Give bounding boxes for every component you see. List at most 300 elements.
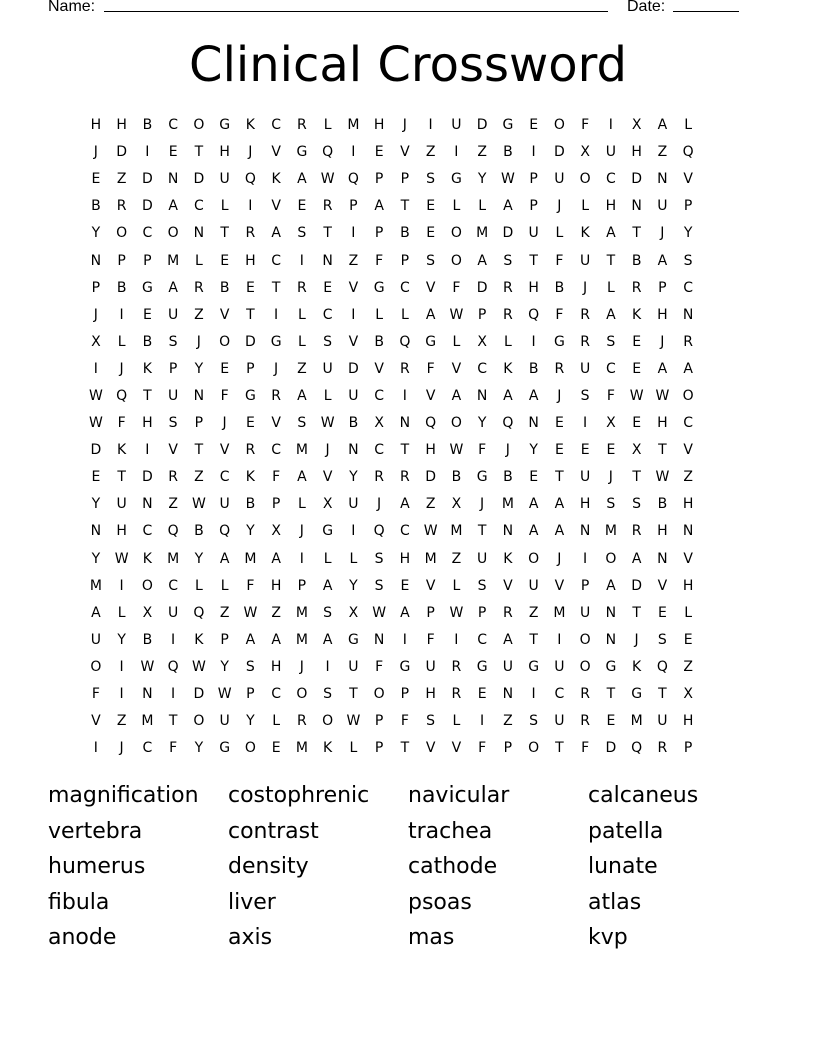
grid-letter: Y (477, 415, 487, 432)
grid-letter: E (632, 415, 642, 432)
grid-letter: P (580, 577, 590, 594)
grid-letter: T (658, 442, 667, 459)
grid-letter: H (425, 686, 436, 703)
grid-letter: C (374, 442, 385, 459)
grid-letter: Q (399, 333, 411, 350)
grid-letter: N (193, 225, 205, 242)
grid-letter: V (425, 577, 436, 594)
grid-letter: Q (219, 523, 231, 540)
grid-letter: I (480, 713, 485, 730)
word-bank-item: calcaneus (588, 783, 699, 808)
word-bank-item: liver (228, 889, 276, 915)
grid-letter: K (271, 171, 281, 188)
grid-letter: L (194, 252, 203, 269)
grid-letter: V (322, 469, 333, 486)
grid-letter: Y (91, 225, 101, 242)
grid-row (83, 681, 701, 708)
grid-letter: A (503, 631, 513, 648)
grid-letter: K (503, 550, 513, 567)
grid-letter: Q (502, 415, 514, 432)
grid-letter: P (477, 604, 487, 621)
grid-letter: L (323, 550, 332, 567)
grid-letter: L (452, 577, 461, 594)
grid-letter: T (632, 604, 641, 621)
grid-letter: B (142, 117, 153, 134)
grid-letter: F (581, 740, 590, 757)
grid-letter: P (117, 252, 126, 269)
grid-letter: X (606, 415, 616, 432)
grid-letter: B (91, 198, 101, 215)
grid-letter: N (90, 252, 102, 269)
grid-letter: A (297, 387, 307, 404)
grid-letter: A (477, 252, 487, 269)
grid-letter: E (142, 306, 152, 323)
grid-letter: S (426, 713, 436, 730)
grid-letter: A (683, 360, 693, 377)
grid-letter: W (320, 415, 335, 432)
grid-letter: N (90, 523, 102, 540)
grid-letter: X (631, 442, 642, 459)
grid-letter: C (193, 198, 204, 215)
grid-letter: I (119, 577, 124, 594)
grid-letter: U (219, 171, 230, 188)
grid-letter: U (322, 360, 333, 377)
grid-letter: E (554, 442, 564, 459)
name-label: Name: (48, 0, 96, 15)
grid-row (83, 464, 701, 491)
grid-letter: H (579, 496, 591, 513)
grid-letter: E (683, 631, 693, 648)
grid-letter: V (271, 144, 281, 161)
grid-letter: R (631, 279, 642, 296)
grid-letter: Y (194, 360, 204, 377)
word-bank-item: psoas (408, 889, 472, 915)
grid-letter: D (476, 279, 488, 296)
grid-letter: B (400, 225, 410, 242)
grid-letter: Z (451, 550, 462, 567)
grid-letter: N (502, 686, 514, 703)
grid-letter: J (660, 225, 665, 242)
grid-letter: U (348, 387, 359, 404)
grid-letter: V (657, 577, 668, 594)
grid-letter: Y (91, 550, 101, 567)
grid-letter: R (374, 469, 384, 486)
grid-letter: R (322, 198, 333, 215)
grid-letter: T (220, 225, 229, 242)
grid-letter: B (451, 469, 462, 486)
grid-letter: E (606, 442, 616, 459)
grid-letter: O (579, 658, 591, 675)
grid-letter: P (168, 360, 178, 377)
grid-letter: A (554, 523, 565, 540)
grid-letter: U (580, 469, 591, 486)
grid-letter: T (400, 740, 410, 757)
grid-letter: J (119, 740, 124, 757)
grid-letter: M (167, 252, 180, 269)
grid-letter: B (245, 496, 256, 513)
grid-letter: T (400, 198, 410, 215)
grid-letter: U (528, 577, 539, 594)
grid-letter: R (400, 469, 410, 486)
grid-letter: Q (631, 740, 643, 757)
grid-letter: Z (219, 604, 230, 621)
grid-letter: S (606, 333, 616, 350)
grid-letter: W (88, 387, 103, 404)
grid-letter: V (425, 740, 436, 757)
grid-letter: W (655, 387, 670, 404)
grid-letter: G (141, 279, 153, 296)
word-bank-item: cathode (408, 854, 498, 879)
grid-row (83, 247, 701, 274)
grid-letter: U (502, 658, 513, 675)
grid-letter: S (426, 171, 436, 188)
grid-letter: L (220, 198, 229, 215)
grid-letter: U (554, 171, 565, 188)
grid-row (83, 627, 701, 654)
grid-letter: M (295, 442, 308, 459)
grid-letter: S (323, 333, 333, 350)
grid-letter: X (477, 333, 487, 350)
grid-letter: B (374, 333, 384, 350)
grid-letter: G (399, 658, 411, 675)
grid-letter: Z (657, 144, 668, 161)
grid-letter: H (605, 198, 617, 215)
grid-letter: N (322, 252, 333, 269)
grid-letter: Y (91, 496, 101, 513)
grid-letter: S (632, 496, 642, 513)
grid-letter: D (116, 144, 128, 161)
grid-letter: U (219, 713, 230, 730)
grid-letter: E (400, 577, 410, 594)
grid-letter: R (580, 333, 590, 350)
grid-letter: S (529, 713, 539, 730)
grid-letter: R (657, 740, 668, 757)
grid-letter: G (270, 333, 282, 350)
grid-letter: C (271, 686, 282, 703)
grid-letter: L (220, 577, 229, 594)
grid-letter: V (683, 550, 693, 567)
grid-letter: I (351, 523, 356, 540)
grid-letter: O (193, 117, 205, 134)
word-bank-item: atlas (588, 889, 642, 915)
header (0, 0, 816, 18)
grid-letter: W (346, 713, 361, 730)
grid-letter: E (220, 360, 230, 377)
grid-letter: O (167, 225, 179, 242)
grid-letter: C (219, 469, 230, 486)
grid-letter: I (119, 686, 124, 703)
word-bank-item: lunate (588, 854, 658, 879)
grid-letter: O (450, 415, 462, 432)
grid-letter: I (325, 658, 330, 675)
grid-letter: Y (529, 442, 538, 459)
grid-letter: A (219, 550, 230, 567)
grid-letter: J (196, 333, 201, 350)
grid-letter: I (557, 631, 562, 648)
grid-letter: G (502, 117, 514, 134)
grid-letter: I (583, 415, 588, 432)
grid-row (83, 193, 701, 220)
grid-letter: T (606, 252, 616, 269)
grid-letter: C (271, 117, 282, 134)
grid-letter: V (374, 360, 384, 377)
grid-letter: V (348, 333, 359, 350)
grid-letter: C (399, 523, 410, 540)
grid-letter: V (219, 442, 230, 459)
grid-letter: M (167, 550, 180, 567)
grid-letter: E (168, 144, 178, 161)
grid-letter: P (271, 496, 281, 513)
name-blank[interactable] (104, 11, 608, 12)
grid-letter: I (93, 360, 98, 377)
grid-letter: D (347, 360, 359, 377)
grid-letter: E (426, 225, 436, 242)
grid-letter: T (555, 740, 564, 757)
grid-letter: L (117, 604, 126, 621)
grid-letter: I (171, 686, 176, 703)
grid-letter: I (248, 198, 253, 215)
grid-letter: A (322, 577, 333, 594)
grid-letter: F (555, 306, 564, 323)
word-bank-item: vertebra (48, 818, 143, 844)
grid-row (83, 139, 701, 166)
grid-letter: T (194, 144, 204, 161)
grid-letter: G (605, 658, 617, 675)
grid-letter: F (91, 686, 100, 703)
grid-letter: X (580, 144, 590, 161)
grid-letter: F (400, 713, 409, 730)
grid-letter: A (657, 252, 668, 269)
grid-letter: J (299, 523, 304, 540)
grid-letter: J (557, 198, 562, 215)
grid-letter: L (272, 713, 281, 730)
grid-letter: A (631, 550, 642, 567)
grid-letter: I (299, 252, 304, 269)
grid-letter: X (91, 333, 101, 350)
grid-letter: H (657, 306, 668, 323)
grid-letter: O (116, 225, 128, 242)
grid-letter: J (222, 415, 227, 432)
word-bank-item: mas (408, 925, 455, 950)
grid-letter: L (297, 306, 306, 323)
grid-letter: V (554, 577, 565, 594)
grid-letter: A (503, 198, 513, 215)
grid-letter: Y (194, 550, 204, 567)
grid-letter: I (454, 631, 459, 648)
grid-letter: Q (116, 387, 128, 404)
grid-letter: P (477, 306, 487, 323)
grid-letter: M (553, 604, 566, 621)
grid-letter: D (502, 225, 514, 242)
grid-letter: L (297, 333, 306, 350)
grid-letter: I (145, 442, 150, 459)
grid-letter: I (531, 333, 536, 350)
grid-letter: D (193, 171, 205, 188)
grid-letter: J (583, 279, 588, 296)
grid-letter: X (348, 604, 359, 621)
grid-letter: L (117, 333, 126, 350)
grid-letter: P (374, 713, 384, 730)
grid-letter: Z (503, 713, 513, 730)
grid-letter: W (655, 469, 670, 486)
grid-letter: V (219, 306, 230, 323)
grid-letter: V (400, 144, 410, 161)
grid-letter: F (272, 469, 281, 486)
grid-letter: J (248, 144, 253, 161)
grid-letter: E (91, 171, 101, 188)
grid-letter: K (632, 306, 642, 323)
grid-letter: W (140, 658, 155, 675)
grid-letter: R (297, 279, 307, 296)
grid-letter: I (351, 306, 356, 323)
grid-letter: B (528, 360, 539, 377)
grid-letter: J (377, 496, 382, 513)
grid-letter: J (93, 306, 98, 323)
grid-letter: U (605, 144, 616, 161)
grid-letter: R (503, 604, 513, 621)
grid-letter: V (683, 442, 693, 459)
grid-row (83, 383, 701, 410)
grid-letter: T (529, 631, 538, 648)
grid-letter: D (244, 333, 256, 350)
word-bank-item: axis (228, 925, 273, 950)
grid-letter: K (580, 225, 590, 242)
grid-letter: R (631, 523, 642, 540)
grid-letter: C (374, 387, 385, 404)
grid-letter: W (449, 306, 464, 323)
grid-letter: I (274, 306, 279, 323)
grid-letter: S (580, 387, 590, 404)
grid-letter: A (374, 198, 384, 215)
grid-letter: P (529, 171, 538, 188)
grid-letter: S (297, 225, 307, 242)
grid-letter: S (503, 252, 513, 269)
grid-letter: R (503, 306, 513, 323)
grid-letter: O (193, 713, 205, 730)
grid-row (83, 708, 701, 735)
grid-letter: T (194, 442, 204, 459)
grid-letter: L (581, 198, 590, 215)
grid-letter: E (632, 360, 642, 377)
grid-letter: H (270, 658, 282, 675)
grid-letter: U (580, 360, 591, 377)
grid-letter: Q (425, 415, 437, 432)
grid-letter: I (531, 686, 536, 703)
grid-letter: Z (168, 496, 178, 513)
grid-letter: R (451, 686, 462, 703)
word-bank-item: anode (48, 925, 117, 950)
grid-letter: F (375, 252, 384, 269)
grid-letter: T (555, 469, 564, 486)
grid-row (83, 410, 701, 437)
grid-letter: P (374, 171, 384, 188)
grid-letter: Y (246, 523, 255, 540)
grid-letter: T (606, 686, 616, 703)
grid-letter: P (374, 225, 384, 242)
grid-letter: R (297, 117, 307, 134)
grid-letter: R (683, 333, 693, 350)
grid-letter: A (400, 604, 410, 621)
grid-letter: U (219, 496, 230, 513)
grid-letter: F (375, 658, 384, 675)
grid-letter: U (425, 658, 436, 675)
grid-letter: U (580, 252, 591, 269)
grid-letter: T (658, 686, 667, 703)
grid-letter: Z (425, 144, 436, 161)
grid-letter: U (554, 713, 565, 730)
grid-letter: A (400, 496, 410, 513)
grid-letter: R (297, 713, 307, 730)
grid-letter: A (271, 225, 281, 242)
grid-letter: K (194, 631, 204, 648)
word-bank-item: fibula (48, 889, 110, 915)
grid-letter: W (191, 658, 206, 675)
grid-letter: E (632, 333, 642, 350)
grid-letter: T (400, 442, 410, 459)
grid-letter: A (322, 631, 333, 648)
grid-letter: S (323, 686, 333, 703)
grid-letter: N (682, 306, 694, 323)
date-blank[interactable] (673, 11, 739, 12)
grid-letter: N (682, 523, 694, 540)
grid-letter: Q (193, 604, 205, 621)
grid-letter: M (347, 117, 360, 134)
grid-letter: R (116, 198, 127, 215)
grid-letter: M (295, 604, 308, 621)
grid-letter: M (295, 631, 308, 648)
grid-letter: P (529, 198, 538, 215)
grid-letter: P (503, 740, 513, 757)
grid-letter: O (682, 387, 694, 404)
grid-letter: L (606, 279, 615, 296)
grid-letter: J (402, 117, 407, 134)
grid-letter: T (323, 225, 332, 242)
grid-letter: D (476, 117, 488, 134)
grid-letter: F (452, 279, 461, 296)
grid-letter: R (400, 360, 410, 377)
grid-letter: C (271, 252, 282, 269)
grid-letter: F (426, 631, 435, 648)
grid-letter: O (450, 252, 462, 269)
grid-letter: P (194, 415, 204, 432)
grid-letter: D (141, 198, 153, 215)
grid-letter: R (503, 279, 513, 296)
grid-letter: B (554, 279, 565, 296)
grid-letter: H (270, 577, 282, 594)
grid-letter: G (322, 523, 334, 540)
grid-letter: C (399, 279, 410, 296)
grid-letter: G (244, 387, 256, 404)
grid-letter: M (141, 713, 154, 730)
grid-letter: K (117, 442, 127, 459)
grid-letter: T (349, 686, 358, 703)
grid-letter: P (246, 360, 255, 377)
grid-letter: N (657, 550, 668, 567)
grid-letter: Q (373, 523, 385, 540)
grid-letter: P (374, 740, 384, 757)
grid-letter: W (500, 171, 515, 188)
grid-letter: Z (477, 144, 487, 161)
grid-letter: U (90, 631, 101, 648)
grid-letter: N (193, 387, 205, 404)
grid-letter: H (425, 442, 436, 459)
grid-letter: P (220, 631, 229, 648)
grid-letter: A (271, 631, 281, 648)
grid-letter: H (657, 523, 668, 540)
grid-letter: Z (194, 306, 204, 323)
grid-letter: B (142, 631, 153, 648)
grid-letter: Z (528, 604, 539, 621)
